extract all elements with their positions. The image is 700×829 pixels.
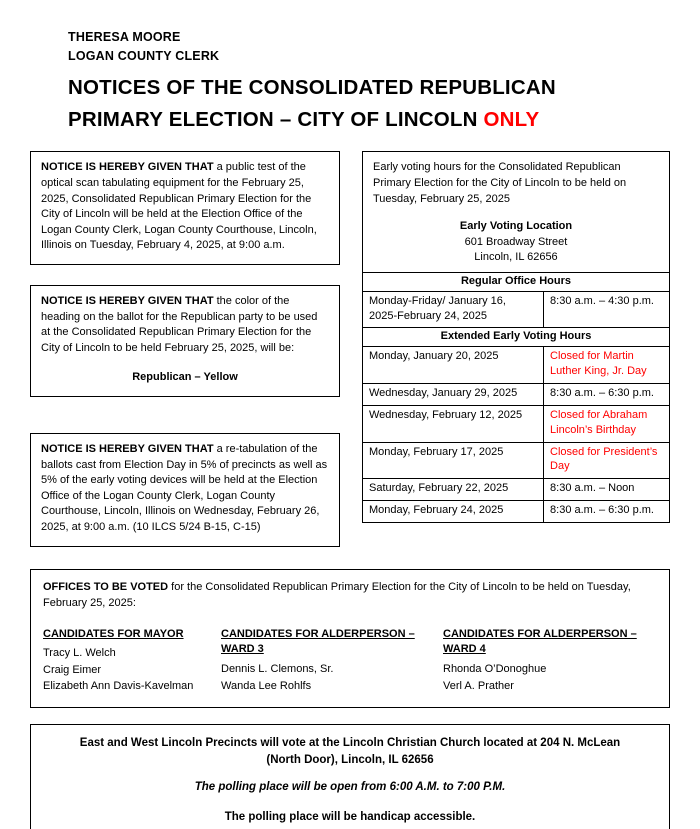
hours-cell: 8:30 a.m. – 4:30 p.m. bbox=[544, 291, 669, 328]
candidate-name: Wanda Lee Rohlfs bbox=[221, 679, 312, 692]
date-cell: Monday, January 20, 2025 bbox=[363, 347, 544, 384]
hours-cell: 8:30 a.m. – 6:30 p.m. bbox=[544, 384, 669, 406]
notice-body: a re-tabulation of the ballots cast from Election Day in 5% of precincts as well as 5% of the early voting devices will be held at the Election Office of the Logan County Clerk, Logan County Courthouse, Lincoln, Illinois on Wednesday, February 26, 2025, at 9:00 a.m. (10 ILCS 5/24 B-15, C-15) bbox=[41, 442, 328, 534]
page-title bbox=[68, 72, 670, 136]
candidate-name: Tracy L. Welch bbox=[43, 647, 116, 660]
offices-to-be-voted-box bbox=[30, 569, 670, 708]
offices-body: for the Consolidated Republican Primary Election for the City of Lincoln to be held on Tuesday, February 25, 2025: bbox=[43, 580, 631, 609]
offices-lead-paragraph bbox=[43, 580, 657, 612]
notice-box-retabulation bbox=[30, 433, 340, 547]
clerk-title: LOGAN COUNTY CLERK bbox=[68, 49, 220, 64]
document-header bbox=[0, 0, 700, 135]
candidate-name: Elizabeth Ann Davis-Kavelman bbox=[43, 680, 194, 693]
candidates-heading: CANDIDATES FOR MAYOR bbox=[43, 627, 184, 640]
extended-hours-header: Extended Early Voting Hours bbox=[363, 328, 669, 347]
notice-box-ballot-color bbox=[30, 285, 340, 397]
ballot-color-highlight: Republican – Yellow bbox=[132, 371, 238, 384]
early-voting-address-line-2: Lincoln, IL 62656 bbox=[474, 251, 558, 264]
candidate-name: Dennis L. Clemons, Sr. bbox=[221, 663, 334, 676]
date-cell: Wednesday, February 12, 2025 bbox=[363, 405, 544, 442]
notice-lead: NOTICE IS HEREBY GIVEN THAT bbox=[41, 161, 214, 174]
regular-hours-header: Regular Office Hours bbox=[363, 272, 669, 291]
early-voting-location-title: Early Voting Location bbox=[459, 220, 573, 233]
polling-accessibility-line: The polling place will be handicap accessible. bbox=[224, 810, 476, 823]
candidates-column-ward-3 bbox=[221, 627, 443, 695]
early-voting-box bbox=[362, 151, 670, 523]
early-voting-intro: Early voting hours for the Consolidated Republican Primary Election for the City of Lincoln to be held on Tuesday, February 25, 2025 bbox=[373, 161, 627, 205]
notice-box-equipment-test bbox=[30, 151, 340, 265]
date-cell: Monday, February 24, 2025 bbox=[363, 501, 544, 522]
table-row bbox=[363, 384, 669, 406]
offices-lead: OFFICES TO BE VOTED bbox=[43, 580, 169, 593]
right-column bbox=[362, 151, 670, 523]
page-title-line-2: PRIMARY ELECTION – CITY OF LINCOLN ONLY bbox=[68, 107, 540, 131]
clerk-name: THERESA MOORE bbox=[68, 30, 181, 44]
date-cell: Monday-Friday/ January 16, 2025-February 24, 2025 bbox=[363, 291, 544, 328]
extended-hours-header-row bbox=[363, 328, 669, 347]
regular-hours-header-row bbox=[363, 272, 669, 291]
page-title-only-red: ONLY bbox=[483, 107, 540, 131]
candidate-name: Verl A. Prather bbox=[443, 679, 514, 692]
hours-cell: Closed for President’s Day bbox=[544, 442, 669, 479]
table-row bbox=[363, 442, 669, 479]
table-row bbox=[363, 291, 669, 328]
notice-columns bbox=[30, 151, 670, 546]
candidates-column-ward-4 bbox=[443, 627, 657, 695]
table-row bbox=[363, 405, 669, 442]
table-row bbox=[363, 479, 669, 501]
hours-cell: 8:30 a.m. – 6:30 p.m. bbox=[544, 501, 669, 522]
candidate-name: Craig Eimer bbox=[43, 663, 102, 676]
candidates-columns bbox=[43, 627, 657, 695]
voting-hours-table bbox=[363, 272, 669, 522]
date-cell: Monday, February 17, 2025 bbox=[363, 442, 544, 479]
hours-cell: 8:30 a.m. – Noon bbox=[544, 479, 669, 501]
candidates-column-mayor bbox=[43, 627, 221, 695]
polling-location-line: East and West Lincoln Precincts will vote at the Lincoln Christian Church located at 204 N. McLean (North Door), Lincoln, IL 62656 bbox=[79, 736, 621, 766]
hours-cell: Closed for Martin Luther King, Jr. Day bbox=[544, 347, 669, 384]
polling-hours-line: The polling place will be open from 6:00 A.M. to 7:00 P.M. bbox=[194, 781, 506, 794]
date-cell: Wednesday, January 29, 2025 bbox=[363, 384, 544, 406]
date-cell: Saturday, February 22, 2025 bbox=[363, 479, 544, 501]
notice-lead: NOTICE IS HEREBY GIVEN THAT bbox=[41, 442, 214, 455]
candidates-heading: CANDIDATES FOR ALDERPERSON – WARD 3 bbox=[221, 627, 415, 656]
table-row bbox=[363, 347, 669, 384]
notice-body: a public test of the optical scan tabulating equipment for the February 25, 2025, Consolidated Republican Primary Election for the City of Lincoln will be held at the Election Office of the Logan County Clerk, Logan County Courthouse, Lincoln, Illinois on Tuesday, February 4, 2025, at 9:00 a.m. bbox=[41, 161, 317, 252]
notice-body: the color of the heading on the ballot for the Republican party to be used at the Consolidated Republican Primary Election for the City of Lincoln to be held February 25, 2025, will be: bbox=[41, 294, 318, 354]
early-voting-location bbox=[363, 211, 669, 272]
candidates-heading: CANDIDATES FOR ALDERPERSON – WARD 4 bbox=[443, 627, 637, 656]
table-row bbox=[363, 501, 669, 522]
page-title-line-1: NOTICES OF THE CONSOLIDATED REPUBLICAN bbox=[68, 75, 556, 99]
early-voting-address-line-1: 601 Broadway Street bbox=[464, 235, 568, 248]
candidate-name: Rhonda O’Donoghue bbox=[443, 663, 547, 676]
left-column bbox=[30, 151, 340, 546]
notice-lead: NOTICE IS HEREBY GIVEN THAT bbox=[41, 294, 214, 307]
hours-cell: Closed for Abraham Lincoln’s Birthday bbox=[544, 405, 669, 442]
polling-place-box bbox=[30, 724, 670, 829]
